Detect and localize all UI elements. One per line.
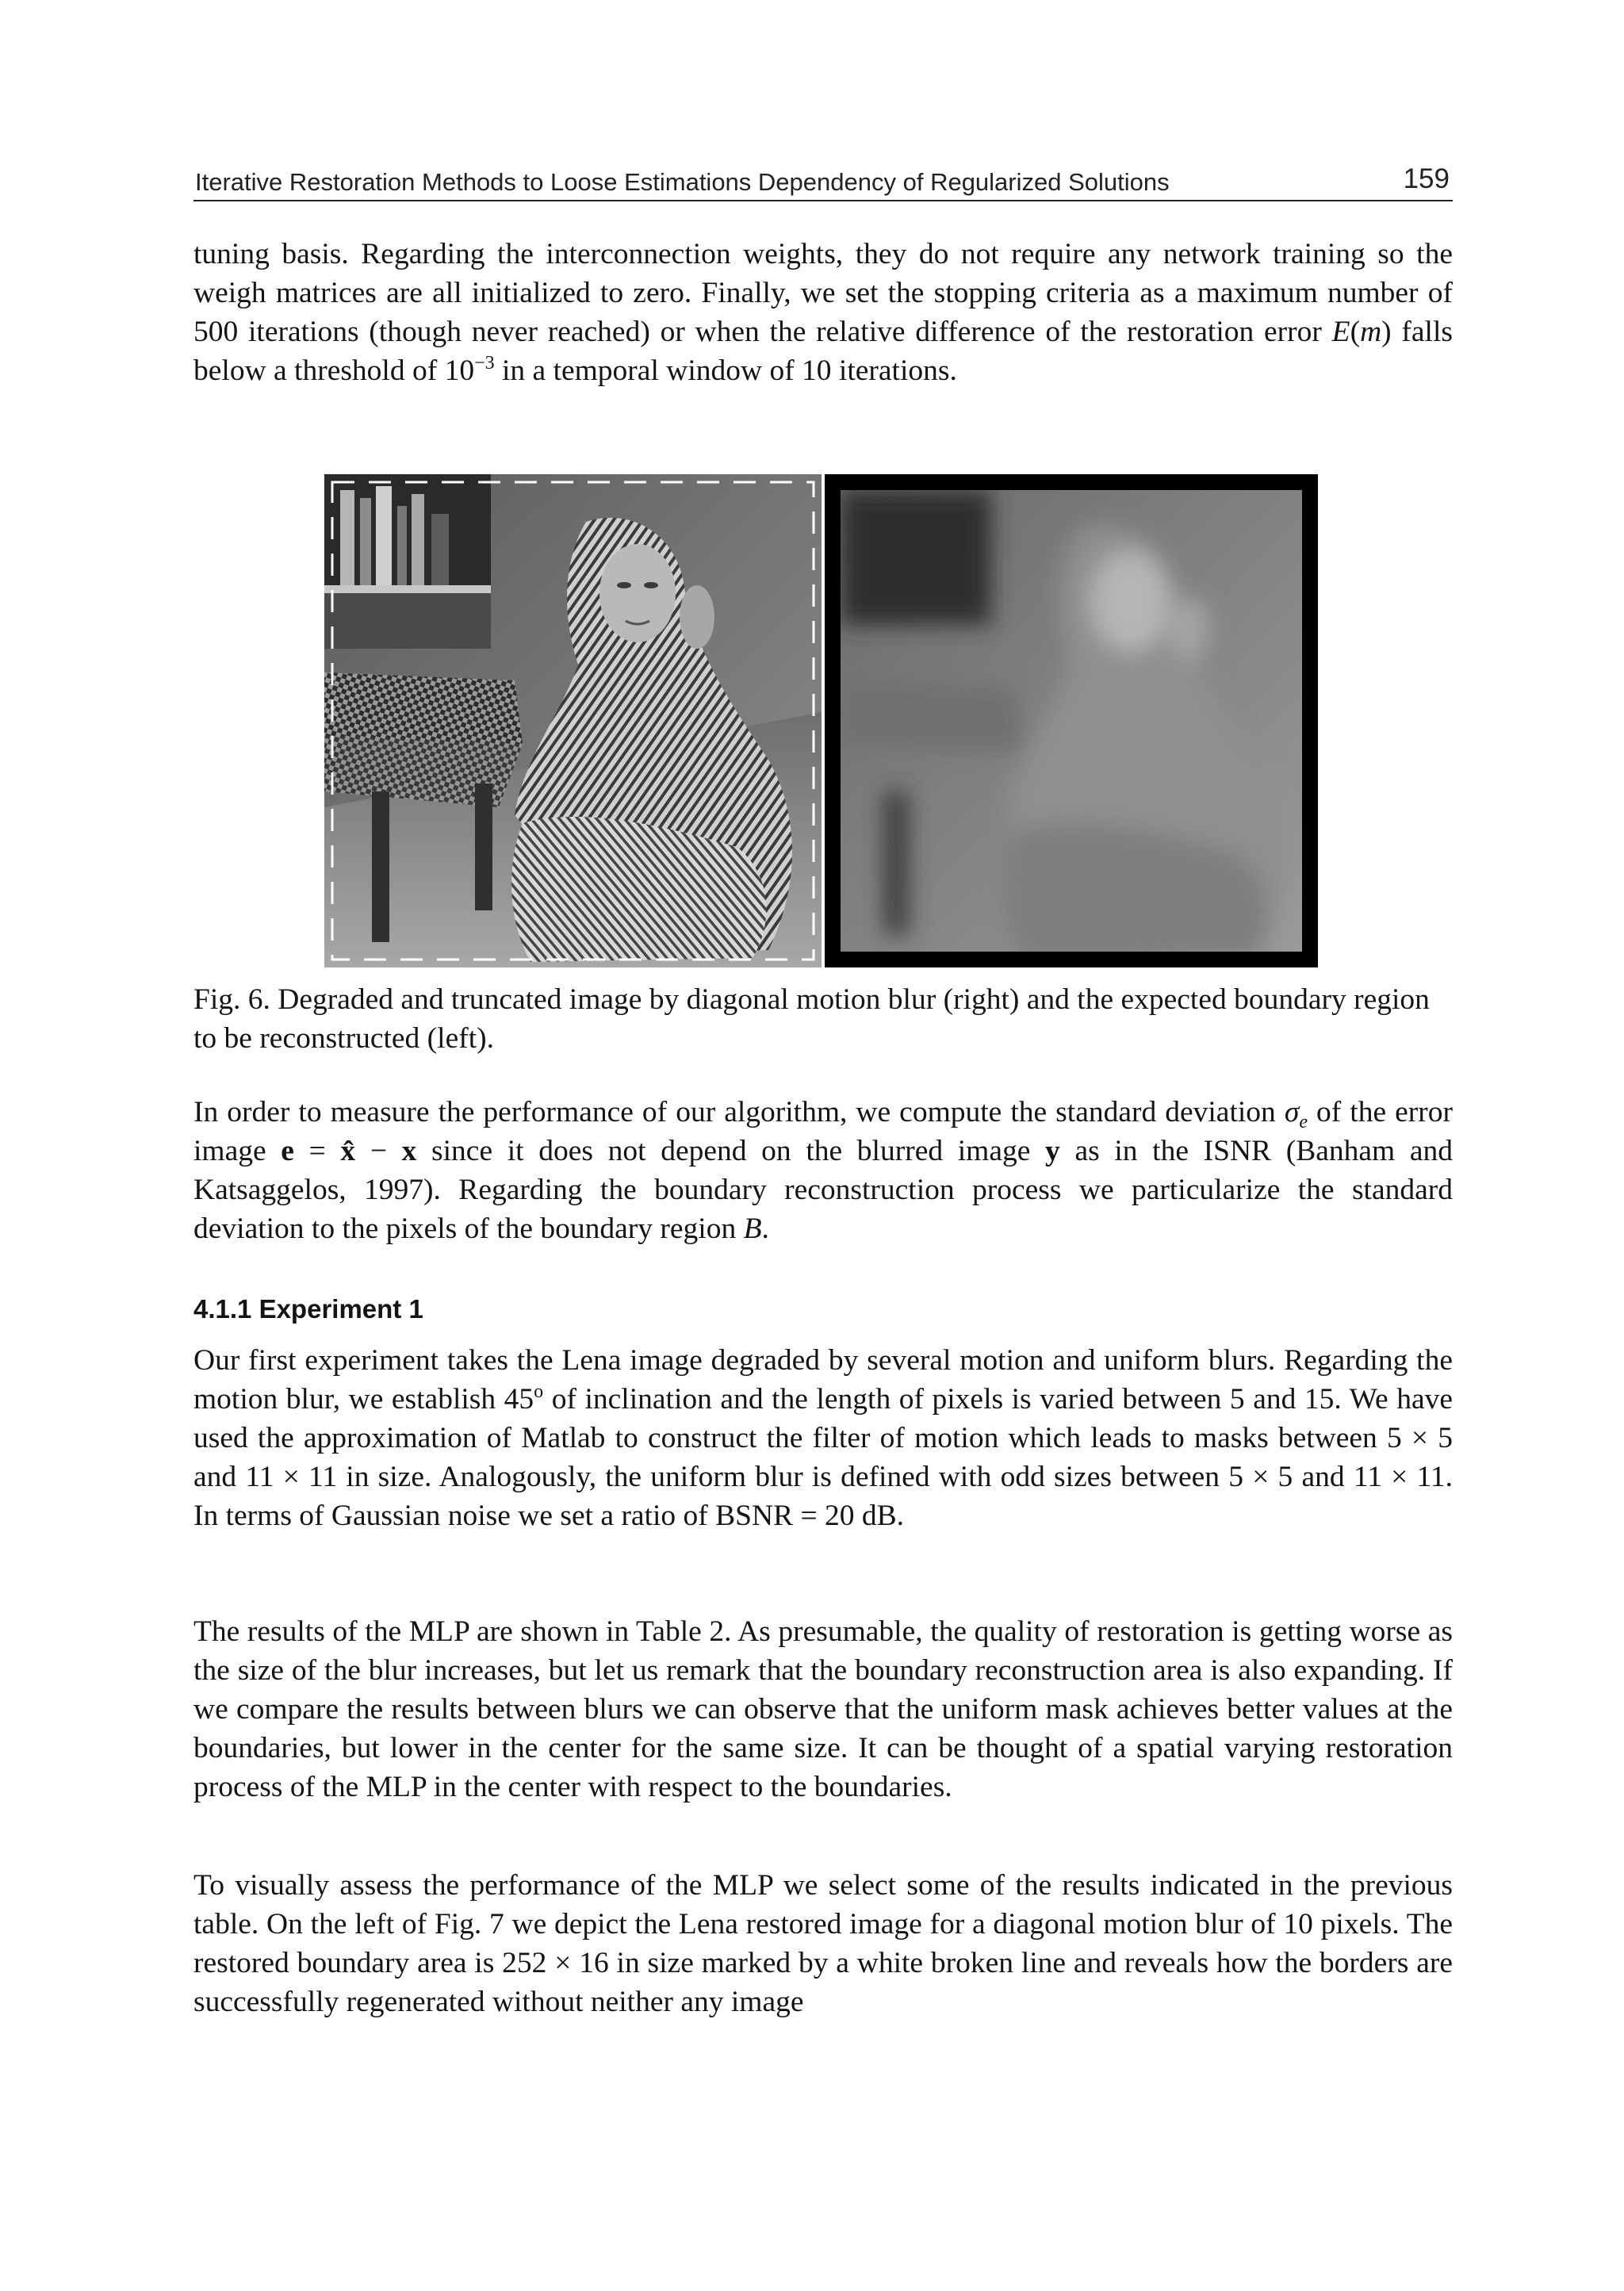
original-image-illustration bbox=[324, 474, 822, 967]
paragraph-visual-assessment: To visually assess the performance of the MLP we select some of the results indicated in the previous table. On the left of Fig. 7 we depict the Lena restored image for a diagonal motion blur of 10 pixels. The restored boundary area is 252 × 16 in size marked by a white broken line and reveals how the borders are successfully regenerated without neither any image bbox=[193, 1869, 1453, 2018]
figure-degraded-image bbox=[825, 474, 1318, 967]
section-heading: 4.1.1 Experiment 1 bbox=[193, 1294, 423, 1324]
degraded-image-area bbox=[841, 490, 1302, 952]
page-number: 159 bbox=[1403, 163, 1450, 194]
paragraph-stopping-criteria: tuning basis. Regarding the interconnection weights, they do not require any network training so the weigh matrices are all initialized to zero. Finally, we set the stopping criteria as a maximum number of 500 iterations (though never reached) or when the relative difference of the restoration error E(m) falls below a threshold of $10^{-3}$ in a temporal window of 10 iterations. bbox=[193, 238, 1453, 387]
running-title: Iterative Restoration Methods to Loose Estimations Dependency of Regularized Solutions bbox=[195, 168, 1170, 196]
blurred-image-illustration bbox=[841, 490, 1302, 952]
paragraph-experiment-setup: Our first experiment takes the Lena image degraded by several motion and uniform blurs. Regarding the motion blur, we establish 45$^o$ of inclination and the length of pixels is varied between 5 and 15. We have used the approximation of Matlab to construct the filter of motion which leads to masks between 5 × 5 and 11 × 11 in size. Analogously, the uniform blur is defined with odd sizes between 5 × 5 and 11 × 11. In terms of Gaussian noise we set a ratio of BSNR = 20 dB. bbox=[193, 1344, 1453, 1532]
paragraph-mlp-results: The results of the MLP are shown in Table 2. As presumable, the quality of restoration is getting worse as the size of the blur increases, but let us remark that the boundary reconstruction area is also expanding. If we compare the results between blurs we can observe that the uniform mask achieves better values at the boundaries, but lower in the center for the same size. It can be thought of a spatial varying restoration process of the MLP in the center with respect to the boundaries. bbox=[193, 1615, 1453, 1803]
paragraph-standard-deviation: In order to measure the performance of our algorithm, we compute the standard deviation $\sigma_e$ of the error image e = x̂ − x since it does not depend on the blurred image y as in the ISNR (Banham and Katsaggelos, 1997). Regarding the boundary reconstruction process we particularize the standard deviation to the pixels of the boundary region B. bbox=[193, 1096, 1453, 1245]
running-header bbox=[193, 163, 1453, 201]
figure-caption: Fig. 6. Degraded and truncated image by diagonal motion blur (right) and the expected boundary region to be reconstructed (left). bbox=[193, 983, 1430, 1055]
figure-original-image bbox=[324, 474, 822, 967]
